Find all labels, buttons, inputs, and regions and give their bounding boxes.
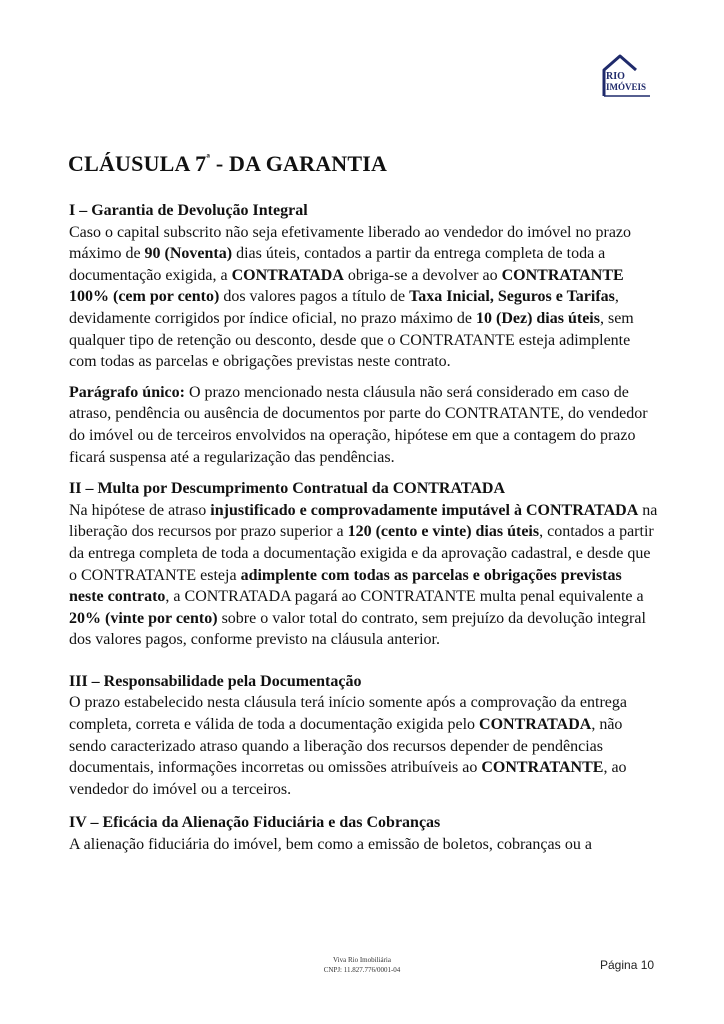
footer-cnpj: CNPJ: 11.827.776/0001-04: [323, 966, 401, 974]
section-2-paragraph: Na hipótese de atraso injustificado e comprovadamente imputável à CONTRATADA na liberação dos recursos por prazo superior a 120 (cento e vinte) dias úteis, contados a partir da entrega completa de toda a documentação exigida e da aprovação cadastral, e desde que o CONTRATANTE esteja adimplente com todas as parcelas e obrigações previstas neste contrato, a CONTRATADA pagará ao CONTRATANTE multa penal equivalente a 20% (vinte por cento) sobre o valor total do contrato, sem prejuízo da devolução integral dos valores pagos, conforme previsto na cláusula anterior.: [69, 501, 658, 649]
single-paragraph-note: Parágrafo único: O prazo mencionado nesta cláusula não será considerado em caso de atraso, pendência ou ausência de documentos por parte do CONTRATANTE, do vendedor do imóvel ou de terceiros envolvidos na operação, hipótese em que a contagem do prazo ficará suspensa até a regularização das pendências.: [69, 383, 648, 466]
logo-text-line1: RIO: [606, 71, 625, 82]
section-3-heading: III – Responsabilidade pela Documentação: [69, 672, 362, 690]
footer-company-info: [300, 955, 424, 975]
company-logo: [598, 52, 656, 104]
clause-title: CLÁUSULA $7^ª$ - DA GARANTIA: [68, 151, 388, 176]
document-body: [69, 200, 659, 856]
section-3-paragraph: O prazo estabelecido nesta cláusula terá início somente após a comprovação da entrega completa, correta e válida de toda a documentação exigida pelo CONTRATADA, não sendo caracterizado atraso quando a liberação dos recursos depender de pendências documentais, informações incorretas ou omissões atribuíveis ao CONTRATANTE, ao vendedor do imóvel ou a terceiros.: [69, 694, 627, 798]
section-1-paragraph: Caso o capital subscrito não seja efetivamente liberado ao vendedor do imóvel no prazo máximo de 90 (Noventa) dias úteis, contados a partir da entrega completa de toda a documentação exigida, a CONTRATADA obriga-se a devolver ao CONTRATANTE 100% (cem por cento) dos valores pagos a título de Taxa Inicial, Seguros e Tarifas, devidamente corrigidos por índice oficial, no prazo máximo de 10 (Dez) dias úteis, sem qualquer tipo de retenção ou desconto, desde que o CONTRATANTE esteja adimplente com todas as parcelas e obrigações previstas neste contrato.: [69, 223, 634, 371]
page-number: Página 10: [600, 958, 655, 972]
section-4-paragraph: A alienação fiduciária do imóvel, bem como a emissão de boletos, cobranças ou a: [69, 836, 592, 854]
footer-company-name: Viva Rio Imobiliária: [333, 956, 391, 964]
section-1-heading: I – Garantia de Devolução Integral: [69, 202, 308, 219]
section-4-heading: IV – Eficácia da Alienação Fiduciária e das Cobranças: [69, 814, 441, 832]
logo-text-line2: IMÓVEIS: [606, 82, 647, 92]
section-2-heading: II – Multa por Descumprimento Contratual da CONTRATADA: [69, 480, 505, 498]
